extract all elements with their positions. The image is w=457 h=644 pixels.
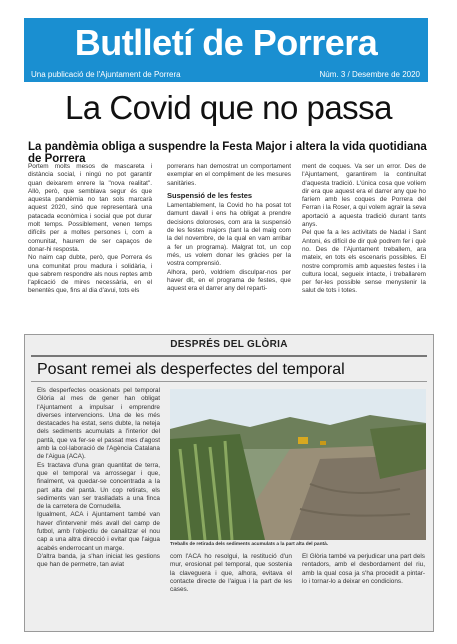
feature-column-1: [37, 387, 160, 627]
article-body: [28, 163, 430, 331]
paragraph: ment de coques. Va ser un error. Des de l'Ajuntament, garantirem la continuïtat d'aquesta tradició. L'única cosa que volíem dir era que aquest era el darrer any que ho faríem amb les coques de Porrera del Ferran i la Roser, a qui volem agrair la seva aportació a aquesta tradició durant tants anys.: [302, 163, 426, 229]
masthead: [24, 18, 428, 82]
feature-section-label: DESPRÉS DEL GLÒRIA: [170, 339, 288, 350]
paragraph: com l'ACA ho resolgui, la restitució d'un mur, erosionat pel temporal, que sostenia la claveguera i que, alhora, evitava el contacte directe de l'aigua i la part de les cases.: [170, 553, 292, 594]
divider: [31, 355, 427, 357]
paragraph: D'altra banda, ja s'han iniciat les gestions que han de permetre, tan aviat: [37, 552, 160, 569]
reservoir-photo: [170, 389, 426, 540]
paragraph: El Glòria també va perjudicar una part dels rentadors, amb el desbordament del riu, amb la qual cosa ja s'ha procedit a pintar-lo i tornar-lo a deixar en condicions.: [302, 553, 425, 585]
paragraph: Portem molts mesos de mascareta i distància social, i ningú no pot garantir quan deixarem enrere la "nova realitat". Allò, però, que semblava segur és que aquesta pandèmia no tan sols marcarà aquest 2020, sinó que representarà una patacada econòmica i social que pot durar molt temps. Possiblement, venen temps difícils per a moltes persones i, com a comunitat, haurem de ser capaços de donar-hi resposta.: [28, 163, 152, 253]
subheadline: La pandèmia obliga a suspendre la Festa Major i altera la vida quotidiana de Porrera: [28, 141, 427, 165]
section-heading: Suspensió de les festes: [167, 190, 253, 200]
issue-number: Núm. 3 / Desembre de 2020: [319, 70, 420, 79]
paragraph: Alhora, però, voldriem disculpar-nos per haver dit, en el programa de festes, que aquest era el darrer any del reparti-: [167, 268, 291, 293]
feature-column-3: [302, 553, 425, 627]
feature-title: Posant remei als desperfectes del temporal: [37, 361, 345, 378]
paragraph: Els desperfectes ocasionats pel temporal Glòria al mes de gener han obligat l'Ajuntament a impulsar i emprendre diverses intervencions. Una de les més destacades ha estat, sens dubte, la neteja dels sediments acumulats a l'interior del pantà, que va fer-se el passat mes d'agost amb la col·laboració de l'Agència Catalana de l'Aigua (ACA).: [37, 387, 160, 461]
paragraph: Pel que fa a les activitats de Nadal i Sant Antoni, és difícil de dir què podrem fer i què no. Des de l'Ajuntament treballem, ara mateix, en tots els escenaris possibles. El nostre compromís amb aquestes festes i la cultura local, segueix intacte, i treballarem per fer-les possible sense menystenir la salut de tots i totes.: [302, 229, 426, 295]
headline: La Covid que no passa: [64, 89, 393, 126]
divider: [31, 381, 427, 382]
feature-box: [24, 334, 434, 632]
paragraph: No naim cap dubte, però, que Porrera és una comunitat prou madura i solidària, i que sabrem respondre als nous reptes amb l'aplicació de mires necessària, en el benentès que, fins al dia d'avui, tots els: [28, 254, 152, 295]
feature-column-2: [170, 553, 292, 627]
masthead-title: Butlletí de Porrera: [74, 22, 378, 63]
article-column-1: [28, 163, 152, 331]
article-column-3: [302, 163, 426, 331]
photo-caption: Treballs de retirada dels sediments acumulats a la part alta del pantà.: [170, 542, 329, 547]
masthead-subtitle: Una publicació de l'Ajuntament de Porrera: [31, 70, 181, 79]
paragraph: porrerans han demostrat un comportament exemplar en el compliment de les mesures sanitàries.: [167, 163, 291, 187]
paragraph: Igualment, ACA i Ajuntament també van haver d'intervenir més avall del camp de futbol, amb l'objectiu de canalitzar el nou cap a una altra direcció i evitar que l'aigua acabés enderrocant un marge.: [37, 511, 160, 552]
article-column-2: [167, 163, 291, 331]
paragraph: Lamentablement, la Covid ho ha posat tot damunt davall i ens ha obligat a prendre decisions doloroses, com ara la suspensió de les festes majors (tant la del maig com la del novembre, de la qual en vam arribar a fer un programa). Malgrat tot, un cop més, us volem donar les gràcies per la vostra comprensió.: [167, 202, 291, 268]
paragraph: Es tractava d'una gran quantitat de terra, que el temporal va arrossegar i que, finalment, va quedar-se concentrada a la part alta del pantà. Un cop retirats, els sediments van ser traslladats a una finca de la carretera de Cornudella.: [37, 461, 160, 511]
